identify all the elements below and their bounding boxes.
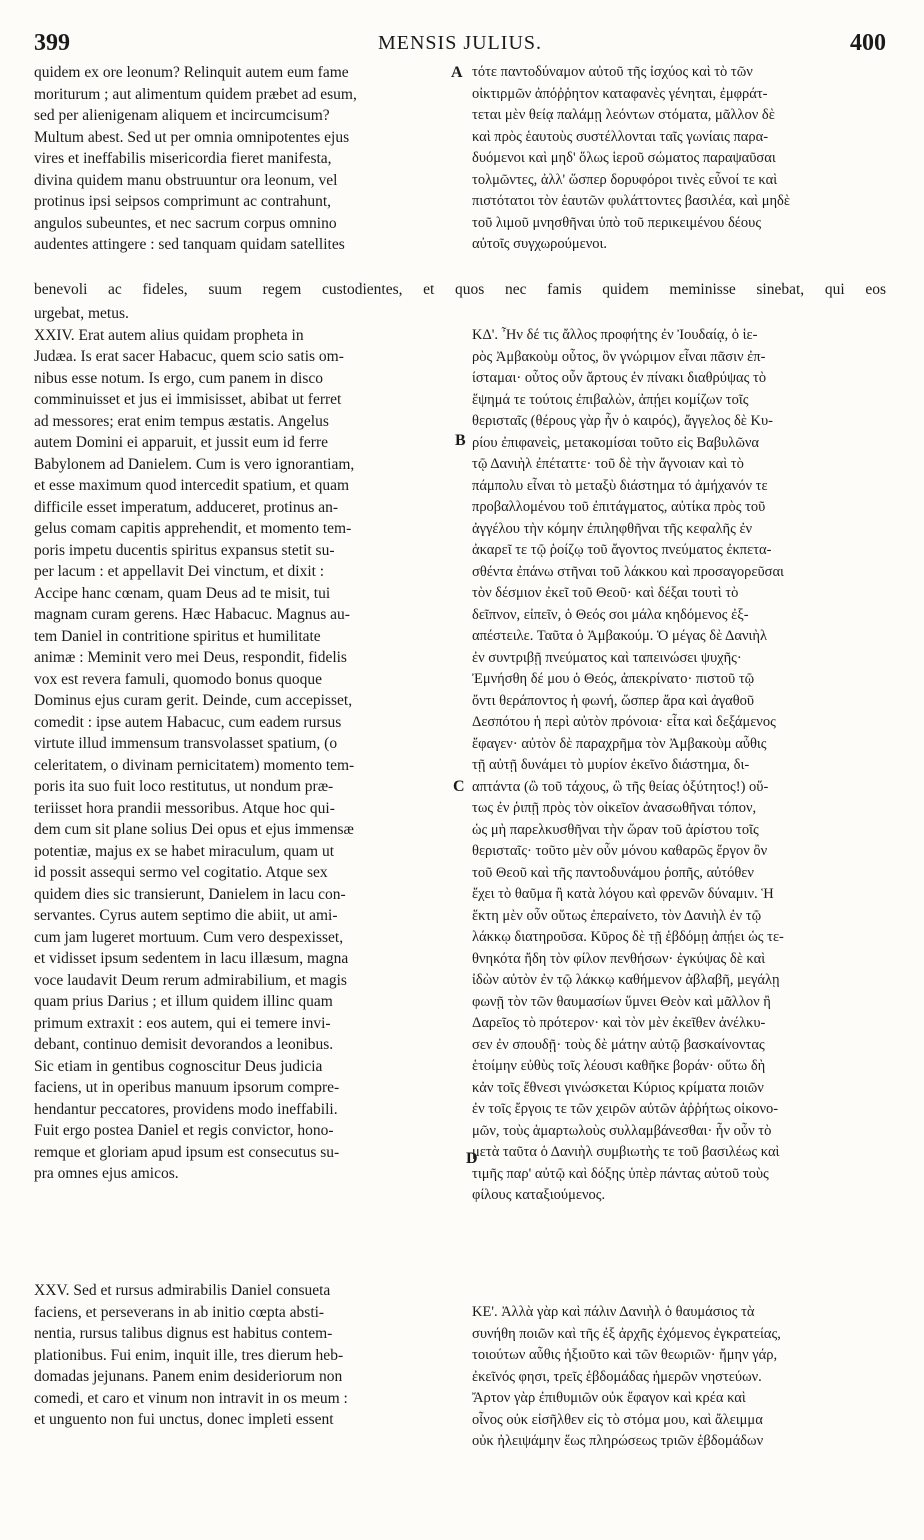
latin-column-top [34,62,460,256]
latin-column-middle [34,303,460,1185]
text-line: λάκκῳ διατηροῦσα. Κῦρος δὲ τῇ ἑβδόμῃ ἀπῄει ὡς τε- [472,929,784,945]
text-line: protinus ipsi seipsos comprimunt ac contrahunt, [34,193,332,210]
text-line: μετὰ ταῦτα ὁ Δανιὴλ συμβιωτὴς τε τοῦ βασιλέως καὶ [472,1144,780,1160]
text-line: μῶν, τοὺς ἁμαρτωλοὺς συλλαμβάνεσθαι· ἦν οὖν τὸ [472,1122,772,1139]
text-line: ίσταμαι· οὗτος οὖν ἄρτους ἐν πίνακι διαθρύψας τὸ [472,370,767,386]
text-line: tem Daniel in contritione spiritus et humilitate [34,627,321,645]
text-line: ἕκτη μὲν οὖν οὕτως ἐπεραίνετο, τὸν Δανιὴλ ἐν τῷ [472,907,762,924]
text-line: vires et ineffabilis misericordia fieret manifesta, [34,150,332,167]
text-line: ἑτοίμην εὐθὺς τοῖς λέουσι καθῆκε βοράν· οὕτω δὴ [472,1058,766,1074]
text-line: αὐτοῖς συγχωρούμενοι. [472,236,608,252]
text-line: Babylonem ad Danielem. Cum is vero ignorantiam, [34,455,355,473]
text-line: ἀγγέλου τὴν κόμην ἐπιληφθῆναι τῆς κεφαλῆς ἐν [472,520,753,537]
text-line: ἐκεῖνός φησι, τρεῖς ἑβδομάδας ἡμερῶν νηστεύων. [472,1368,762,1385]
text-line: comedit : ipse autem Habacuc, cum eadem rursus [34,713,342,731]
text-line: faciens, ut in operibus manuum ipsorum compre- [34,1079,340,1096]
text-line: τοῦ Θεοῦ καὶ τῆς παντοδυνάμου ῥοπῆς, αὐτόθεν [472,864,754,881]
text-line: vox est revera famuli, quomodo bonus quoque [34,670,322,688]
text-line: remque et gloriam apud ipsum est consecutus su- [34,1143,340,1161]
text-line: τὸν δέσμιον ἐκεῖ τοῦ Θεοῦ· καὶ δέξαι τουτὶ τὸ [472,585,739,601]
text-line: sed per alienigenam aliquem et incircumcisum? [34,107,330,124]
text-line: σθέντα ἐπάνω στῆναι τοῦ λάκκου καὶ προσαγορεῦσαι [472,563,784,580]
text-line: celeritatem, o divinam pernicitatem) momento tem- [34,756,355,774]
text-line: teriisset hora prandii messoribus. Atque hoc qui- [34,799,335,817]
text-line: Ἐμνήσθη δέ μου ὁ Θεός, ἀπεκρίνατο· πιστοῦ τῷ [472,671,755,687]
text-line: quidem ex ore leonum? Relinquit autem eum fame [34,64,349,81]
text-line: προβαλλομένου τοῦ ἐπιτάγματος, αὐτίκα πρὸς τοῦ [472,499,766,515]
text-line: gelus comam capitis apprehendit, et momento tem- [34,520,352,537]
page-header [34,30,886,60]
text-line: κἀν τοῖς ἔθνεσι γινώσκεται Κύριος κρίματα ποιῶν [472,1079,764,1096]
margin-marker-c: C [453,778,465,795]
text-line: difficile esset imperatum, adduceret, protinus an- [34,498,339,516]
greek-column-middle [472,325,886,1207]
text-line: τότε παντοδύναμον αὐτοῦ τῆς ἰσχύος καὶ τὸ τῶν [472,64,753,80]
text-line: nibus esse notum. Is ergo, cum panem in disco [34,369,324,387]
full-width-line: benevoli ac fideles, suum regem custodientes, et quos nec famis quidem meminisse sinebat, qui eos [34,281,886,298]
page-number-left: 399 [34,30,70,56]
text-line: τῇ αὐτῇ δυνάμει τὸ μυρίον ἐκεῖνο διάστημα, δι- [472,757,750,773]
text-line: debant, continuo demisit devorandos a leonibus. [34,1036,334,1053]
text-line: et vidisset ipsum sedentem in lacu illæsum, magna [34,950,349,967]
text-line: Δεσπότου ἡ περὶ αὐτὸν πρόνοια· εἶτα καὶ δεξάμενος [472,714,776,730]
text-line: Dominus ejus curam gerit. Deinde, cum accepisset, [34,692,353,709]
text-line: divina quidem manu obstruuntur ora leonum, vel [34,171,338,189]
text-line: per lacum : et appellavit Dei vinctum, et dixit : [34,563,325,580]
text-line: nentia, rursus talibus dignus est habitus contem- [34,1325,333,1342]
text-line: comminuisset et jus ei immisisset, abibat ut ferret [34,391,342,408]
text-line: οἶνος οὐκ εἰσῆλθεν εἰς τὸ στόμα μου, καὶ ἄλειμμα [472,1411,763,1428]
text-line: ἀκαρεῖ τε τῷ ῥοίζῳ τοῦ ἄγοντος πνεύματος ἐκπετα- [472,542,772,558]
running-title: MENSIS JULIUS. [377,32,543,54]
text-line: Ἄρτον γὰρ ἐπιθυμιῶν οὐκ ἔφαγον καὶ κρέα καὶ [472,1390,746,1406]
text-line: τολμῶντες, ἀλλ' ὥσπερ δορυφόροι τινὲς εὖνοί τε καὶ [472,171,778,188]
text-line: τοῦ λιμοῦ μνησθῆναι ὑπὸ τοῦ περικειμένου δέους [472,214,762,231]
text-line: τως ἐν ῥιπῇ πρὸς τὸν οἰκεῖον ἀνασωθῆναι τόπον, [472,800,757,816]
text-line: ἐν συντριβῇ πνεύματος καὶ ταπεινώσει ψυχῆς· [472,649,742,666]
text-line: Multum abest. Sed ut per omnia omnipotentes ejus [34,128,350,146]
text-line: plationibus. Fui enim, inquit ille, tres dierum heb- [34,1346,344,1364]
text-line: ρίου ἐπιφανεὶς, μετακομίσαι τοῦτο εἰς Βαβυλῶνα [472,434,760,451]
text-line: XXIV. Erat autem alius quidam propheta in [34,326,304,344]
text-line: θερισταῖς· τοῦτο μὲν οὖν μόνου καθαρῶς ἔργον ὂν [472,843,768,859]
text-line: audentes attingere : sed tanquam quidam satellites [34,236,345,253]
text-line: urgebat, metus. [34,305,129,322]
text-line: ὡς μὴ παρελκυσθῆναι τὴν ὥραν τοῦ ἀρίστου τοῖς [472,821,759,838]
text-line: angulos subeuntes, et nec sacrum corpus omnino [34,214,337,232]
margin-marker-b: B [455,432,466,449]
text-line: τιμῆς παρ' αὐτῷ καὶ δόξης ὑπὲρ πάντας αὐτοῦ τοὺς [472,1165,769,1182]
text-line: τῷ Δανιὴλ ἐπέταττε· τοῦ δὲ τὴν ἄγνοιαν καὶ τὸ [472,456,744,472]
text-line: συνήθη ποιῶν καὶ τῆς ἐξ ἀρχῆς ἐχόμενος ἐγκρατείας, [472,1325,781,1342]
text-line: Fuit ergo postea Daniel et regis convictor, hono- [34,1122,334,1139]
margin-marker-a: A [451,64,463,81]
latin-column-bottom [34,1280,460,1431]
text-line: σεν ἐν σπουδῇ· τοὺς δὲ μάτην αὐτῷ βασκαίνοντας [472,1036,765,1053]
page-number-right: 400 [850,30,886,56]
text-line: moriturum ; aut alimentum quidem præbet ad esum, [34,85,357,103]
text-line: ἔχει τὸ θαῦμα ἢ κατὰ λόγου καὶ φρενῶν δύναμιν. Ἡ [472,886,774,902]
text-line: θνηκότα ἤδη τὸν φίλον πενθήσων· ἐγκύψας δὲ καὶ [472,950,766,967]
text-line: autem Domini ei apparuit, et jussit eum id ferre [34,434,328,451]
text-line: τοιούτων αὖθις ἠξιοῦτο καὶ τῶν θεωριῶν· ἤμην γάρ, [472,1347,778,1363]
text-line: δεῖπνον, εἰπεῖν, ὁ Θεός σοι μάλα κηδόμενος ἐξ- [472,606,749,623]
text-line: Accipe hanc cœnam, quam Deus ad te misit, tui [34,584,331,602]
text-line: potentiæ, majus ex se habet miraculum, quam ut [34,842,335,860]
greek-column-bottom [472,1302,886,1453]
greek-column-top [472,62,886,256]
text-line: domadas jejunans. Panem enim desideriorum non [34,1368,343,1385]
text-line: καὶ πρὸς ἑαυτοὺς συστέλλονται ταῖς γωνίαις παρα- [472,128,769,145]
text-line: οὐκ ἠλειψάμην ἕως πληρώσεως τριῶν ἑβδομάδων [472,1433,764,1449]
text-line: ΚΔ'. Ἦν δέ τις ἄλλος προφήτης ἐν Ἰουδαίᾳ, ὁ ἱε- [472,327,758,343]
text-line: hendantur peccatores, providens modo ineffabili. [34,1100,338,1118]
text-line: id possit assequi sermo vel cogitatio. Atque sex [34,864,328,881]
text-line: απτάντα (ὢ τοῦ τάχους, ὢ τῆς θείας ὀξύτητος!) οὕ- [472,778,769,795]
text-line: πιστότατοι τὸν ἑαυτῶν φυλάττοντες βασιλέα, καὶ μηδὲ [472,193,790,209]
text-line: voce laudavit Deum rerum admirabilium, et magis [34,971,347,989]
text-line: pra omnes ejus amicos. [34,1165,179,1182]
text-line: et unguento non fui unctus, donec impleti essent [34,1411,334,1428]
text-line: απέστειλε. Ταῦτα ὁ Ἀμβακούμ. Ὁ μέγας δὲ Δανιὴλ [472,628,768,644]
text-line: quidem dies sic transierunt, Danielem in lacu con- [34,885,346,903]
text-line: ρὸς Ἀμβακοὺμ οὗτος, ὃν γνώριμον εἶναι πᾶσιν ἐπ- [472,348,766,365]
text-line: poris ita suo fuit loco restitutus, ut nondum præ- [34,778,334,795]
text-line: δυόμενοι καὶ μηδ' ὅλως ἱεροῦ σώματος παραψαῦσαι [472,150,776,166]
text-line: et esse maximum quod intercedit spatium, et quam [34,477,350,494]
text-line: ad messores; erat enim tempus æstatis. Angelus [34,412,329,430]
text-line: XXV. Sed et rursus admirabilis Daniel consueta [34,1282,331,1299]
text-line: primum extraxit : eos autem, qui ei temere invi- [34,1014,331,1032]
text-line: Δαρεῖος τὸ πρότερον· καὶ τὸν μὲν ἐκεῖθεν ἀνέλκυ- [472,1015,766,1031]
text-line: quam prius Darius ; et illum quidem illinc quam [34,993,333,1010]
text-line: ἰδὼν αὐτὸν ἐν τῷ λάκκῳ καθήμενον ἀβλαβῆ, μεγάλῃ [472,972,780,988]
text-line: ὄντι θεράποντος ἡ φωνή, ὥσπερ ἄρα καὶ ἀγαθοῦ [472,692,755,709]
text-line: πάμπολυ εἶναι τὸ μεταξὺ διάστημα τό ἀμήχανόν τε [472,477,768,494]
text-line: φίλους καταξιούμενος. [472,1187,606,1203]
margin-marker-d: D [466,1150,478,1167]
text-line: τεται μὲν θείᾳ παλάμῃ λεόντων στόματα, μᾶλλον δὲ [472,107,775,123]
text-line: virtute illud immensum transvolasset spatium, (o [34,735,338,752]
text-line: ἔφαγεν· αὐτὸν δὲ παραχρῆμα τὸν Ἀμβακοὺμ αὖθις [472,735,767,752]
text-line: οἰκτιρμῶν ἀπόῤῥητον καταφανὲς γένηται, ἐμφράτ- [472,85,768,102]
text-line: poris impetu ducentis spiritus expansus stetit su- [34,541,335,559]
text-line: Judæa. Is erat sacer Habacuc, quem scio satis om- [34,348,344,365]
text-line: ἐν τοῖς ἔργοις τε τῶν χειρῶν αὐτῶν ἀῤῥήτως οἰκονο- [472,1101,779,1117]
text-line: faciens, et perseverans in ab initio cœpta absti- [34,1303,325,1321]
text-line: animæ : Meminit vero mei Deus, respondit, fidelis [34,649,347,666]
text-line: Sic etiam in gentibus cognoscitur Deus judicia [34,1057,323,1075]
text-line: dem cum sit plane solius Dei opus et ejus immensæ [34,821,354,838]
text-line: servantes. Cyrus autem septimo die abiit, ut ami- [34,907,338,924]
text-line: ΚΕ'. Ἀλλὰ γὰρ καὶ πάλιν Δανιὴλ ὁ θαυμάσιος τὰ [472,1304,755,1320]
text-line: comedi, et caro et vinum non intravit in os meum : [34,1389,348,1407]
text-line: φωνῇ τὸν τῶν θαυμασίων ὕμνει Θεὸν καὶ μᾶλλον ἢ [472,993,771,1010]
text-line: θερισταῖς (θέρους γὰρ ἦν ὁ καιρός), ἄγγελος δὲ Κυ- [472,413,773,429]
text-line: cum jam lugeret mortuum. Cum vero despexisset, [34,928,344,946]
text-line: ἕψημά τε τούτοις ἐπιβαλὼν, ἀπῄει κομίζων τοῖς [472,391,749,408]
text-line: magnam curam gerens. Hæc Habacuc. Magnus au- [34,606,350,623]
